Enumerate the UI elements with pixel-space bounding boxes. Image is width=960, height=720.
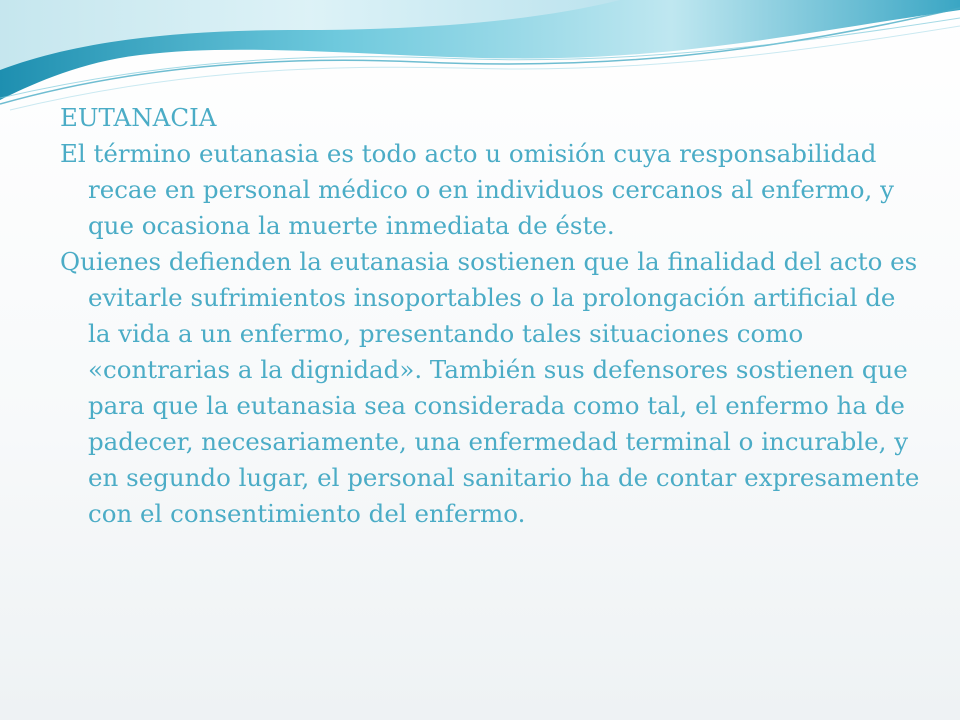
slide-body — [60, 100, 920, 532]
slide-title: EUTANACIA — [60, 103, 217, 132]
paragraph-definition: El término eutanasia es todo acto u omisión cuya responsabilidad recae en personal médico o en individuos cercanos al enfermo, y que ocasiona la muerte inmediata de éste. — [60, 139, 894, 240]
paragraph-arguments: Quienes defienden la eutanasia sostienen que la finalidad del acto es evitarle sufrimientos insoportables o la prolongación artificial de la vida a un enfermo, presentando tales situaciones como «contrarias a la dignidad». También sus defensores sostienen que para que la eutanasia sea considerada como tal, el enfermo ha de padecer, necesariamente, una enfermedad terminal o incurable, y en segundo lugar, el personal sanitario ha de contar expresamente con el consentimiento del enfermo. — [60, 247, 920, 528]
